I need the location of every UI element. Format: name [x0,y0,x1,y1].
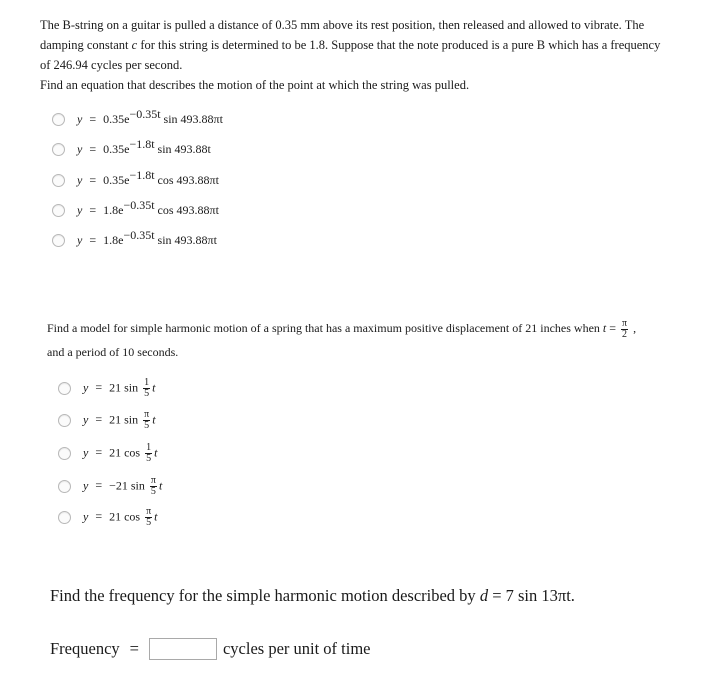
q1-option-2[interactable]: $y = 0.35e^{-1.8t}$ sin 493.88t [52,142,211,157]
radio-button[interactable] [58,382,71,395]
q2-option-2[interactable]: y = 21 sin $\frac{\pi}{5}$ t [58,410,156,431]
q2-option-4[interactable]: y = −21 sin $\frac{\pi}{5}$ t [58,476,162,497]
frequency-equals: = [129,639,139,658]
q2-option-5[interactable]: y = 21 cos $\frac{\pi}{5}$ t [58,507,158,528]
question-1 [40,15,680,95]
radio-button[interactable] [52,113,65,126]
unit-label: cycles per unit of time [222,639,371,658]
radio-button[interactable] [52,234,65,247]
radio-button[interactable] [52,204,65,217]
q1-text-line1: The B-string on a guitar is pulled a distance of 0.35 mm above its rest position, then released and allowed to vibrate. The [40,18,645,32]
radio-button[interactable] [58,511,71,524]
q1-option-4[interactable]: $y = 1.8e^{-0.35t}$ cos 493.88πt [52,203,219,218]
radio-button[interactable] [58,447,71,460]
q1-option-1[interactable]: $y = 0.35e^{-0.35t}$ sin 493.88πt [52,112,223,127]
question-3: Find the frequency for the simple harmonic motion described by d = 7 sin 13πt. [50,586,575,605]
q2-option-3[interactable]: y = 21 cos $\frac{1}{5}$ t [58,443,157,464]
radio-button[interactable] [52,174,65,187]
q1-text-line3: of 246.94 cycles per second. [40,58,183,72]
q2-option-1[interactable]: y = 21 sin $\frac{1}{5}$ t [58,378,155,399]
radio-button[interactable] [58,414,71,427]
q1-option-5[interactable]: $y = 1.8e^{-0.35t}$ sin 493.88πt [52,233,217,248]
q1-prompt: Find an equation that describes the motion of the point at which the string was pulled. [40,78,470,92]
q1-text-line2: damping constant c for this string is determined to be 1.8. Suppose that the note produced is a pure B which has a frequency [40,38,661,52]
frequency-row [50,638,371,660]
q2-text-line2: and a period of 10 seconds. [47,345,179,359]
radio-button[interactable] [58,480,71,493]
frequency-input[interactable] [149,638,217,660]
frequency-label: Frequency [50,639,120,658]
radio-button[interactable] [52,143,65,156]
q2-text-line1: Find a model for simple harmonic motion of a spring that has a maximum positive displacement of 21 inches when t = $\frac{\pi}{2}$ , [47,317,637,340]
q1-option-3[interactable]: $y = 0.35e^{-1.8t}$ cos 493.88πt [52,173,219,188]
question-2 [47,316,697,364]
